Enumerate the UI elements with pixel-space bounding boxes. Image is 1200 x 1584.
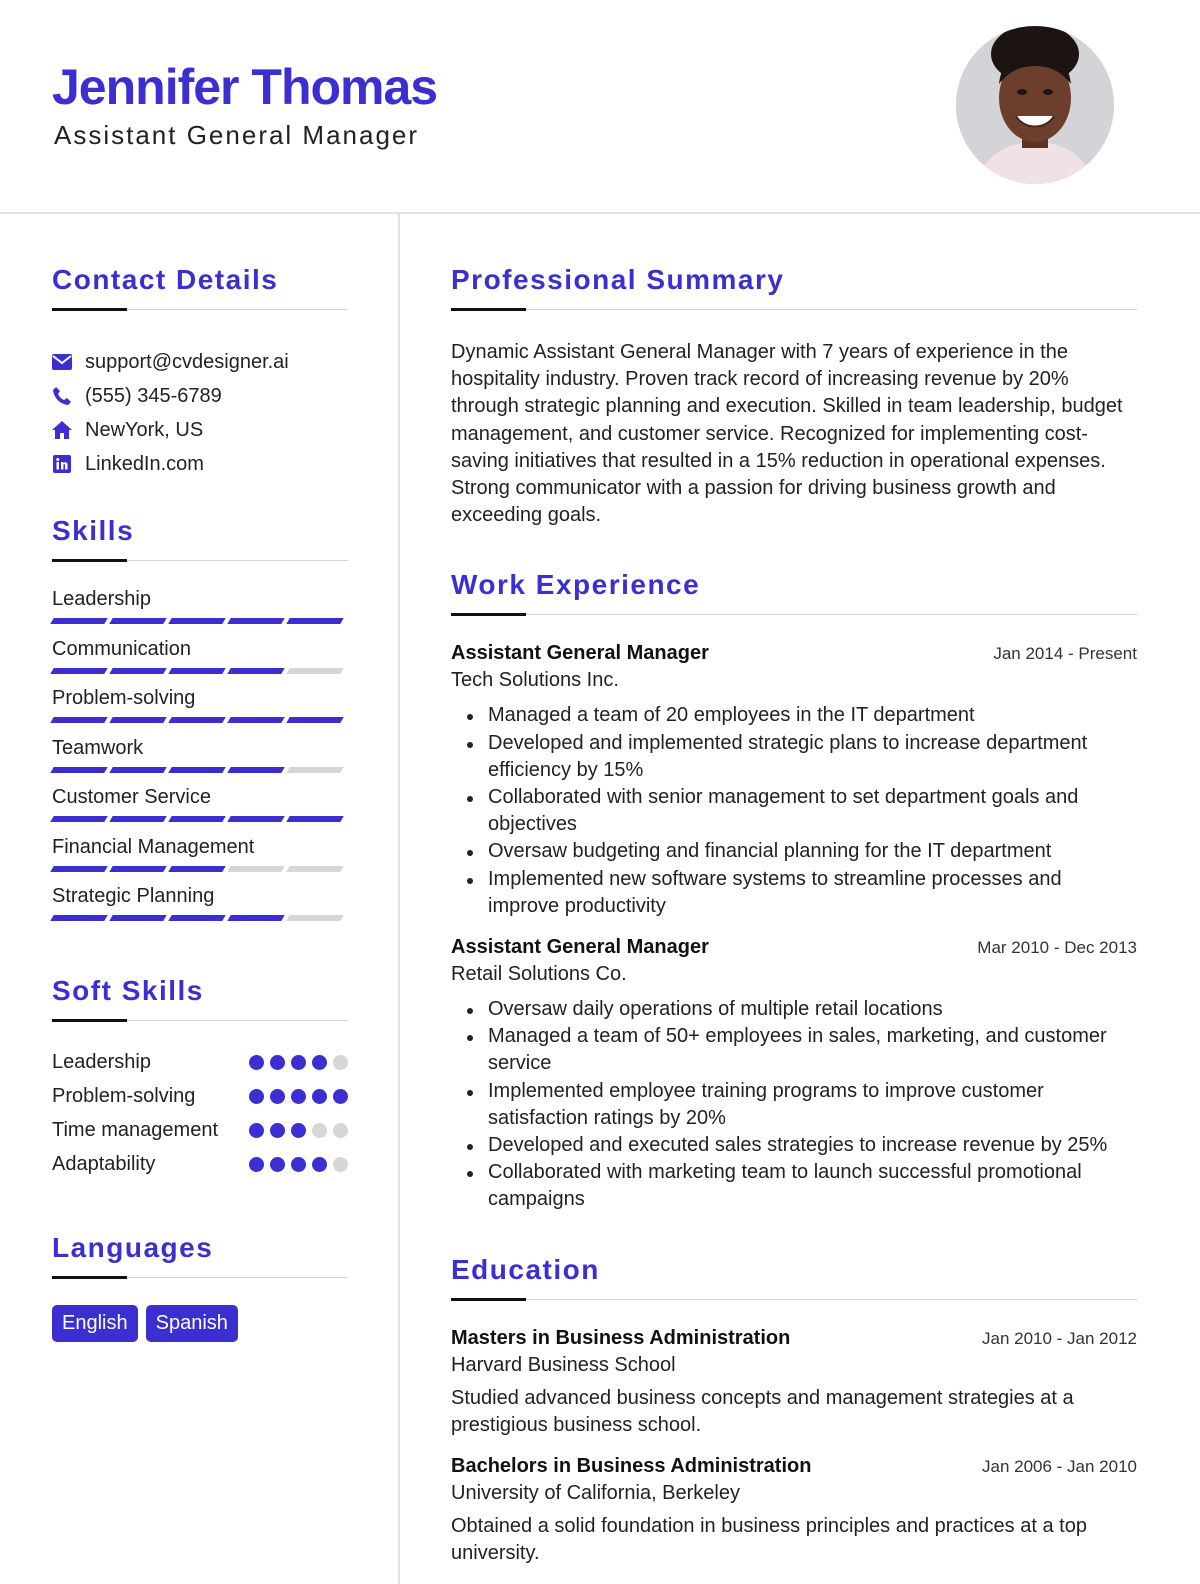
section-rule [451, 613, 1137, 616]
skills-list [52, 584, 348, 931]
profile-photo-illustration [956, 26, 1114, 184]
skill-level-segment [50, 717, 107, 723]
soft-skill-level-dot [312, 1157, 327, 1172]
skill-item [52, 733, 348, 783]
candidate-role: Assistant General Manager [54, 120, 420, 150]
skill-item [52, 584, 348, 634]
skill-level-segment [50, 618, 107, 624]
skill-level-segment [227, 915, 284, 921]
skill-level-bars [52, 668, 348, 674]
skill-level-segment [227, 866, 284, 872]
summary-section [451, 264, 1137, 529]
contact-location [52, 413, 348, 447]
job-title: Assistant General Manager [451, 936, 709, 959]
skill-level-segment [227, 618, 284, 624]
skill-level-segment [286, 866, 343, 872]
section-title-work: Work Experience [451, 569, 701, 601]
skill-item [52, 881, 348, 931]
skill-level-bars [52, 717, 348, 723]
soft-skill-level-dot [270, 1089, 285, 1104]
skill-name: Leadership [52, 588, 151, 610]
job-date: Jan 2014 - Present [993, 644, 1137, 664]
contact-phone-text: (555) 345-6789 [85, 384, 222, 407]
soft-skill-level-dot [291, 1157, 306, 1172]
skill-level-segment [109, 816, 166, 822]
skill-level-segment [50, 668, 107, 674]
language-badge: Spanish [146, 1305, 238, 1342]
section-title-languages: Languages [52, 1231, 214, 1263]
skill-name: Teamwork [52, 736, 144, 759]
soft-skill-level-dot [249, 1123, 264, 1138]
contact-phone[interactable] [52, 379, 348, 413]
skill-level-segment [50, 816, 107, 822]
section-title-contact: Contact Details [52, 264, 279, 295]
section-title-soft-skills: Soft Skills [52, 974, 204, 1006]
skill-level-segment [50, 767, 107, 773]
job-bullet: Managed a team of 50+ employees in sales, marketing, and customer service [451, 1023, 1137, 1077]
job-bullet: Developed and executed sales strategies to increase revenue by 25% [451, 1132, 1137, 1159]
education-school: University of California, Berkeley [451, 1482, 740, 1505]
left-column [52, 214, 348, 1342]
soft-skill-level-dot [291, 1089, 306, 1104]
resume-header [0, 0, 1200, 214]
soft-skill-item [52, 1116, 348, 1144]
soft-skill-level-dots [249, 1116, 348, 1144]
skill-level-segment [109, 668, 166, 674]
skill-level-segment [286, 717, 343, 723]
right-column [451, 214, 1137, 1567]
soft-skill-level-dot [333, 1055, 348, 1070]
skill-level-segment [227, 668, 284, 674]
skill-level-segment [168, 866, 225, 872]
section-title-skills: Skills [52, 515, 135, 546]
section-title-education: Education [451, 1253, 600, 1285]
skill-name: Financial Management [52, 835, 255, 858]
soft-skill-name: Time management [52, 1118, 218, 1141]
candidate-name: Jennifer Thomas [52, 59, 438, 115]
education-entry [451, 1455, 1137, 1567]
skill-level-segment [168, 767, 225, 773]
soft-skill-item [52, 1082, 348, 1110]
envelope-icon [52, 352, 72, 372]
work-section [451, 569, 1137, 1213]
skill-level-segment [168, 618, 225, 624]
soft-skill-level-dot [249, 1089, 264, 1104]
skill-level-segment [286, 767, 343, 773]
job-bullet: Collaborated with senior management to set department goals and objectives [451, 784, 1137, 838]
summary-text: Dynamic Assistant General Manager with 7 years of experience in the hospitality industry. Proven track record of increasing revenue by 20% through strategic planning and execution. Skilled in team leadership, budget management, and customer service. Recognized for implementing cost-saving initiatives that resulted in a 15% reduction in operational expenses. Strong communicator with a passion for driving business growth and exceeding goals. [451, 341, 1123, 527]
contact-list [52, 345, 348, 481]
education-degree: Masters in Business Administration [451, 1326, 791, 1349]
job-title: Assistant General Manager [451, 642, 709, 665]
section-rule [52, 1019, 348, 1022]
skill-item [52, 782, 348, 832]
language-list [52, 1305, 348, 1342]
job-bullets [451, 702, 1137, 920]
contact-linkedin[interactable] [52, 447, 348, 481]
skill-item [52, 683, 348, 733]
education-date: Jan 2006 - Jan 2010 [981, 1457, 1137, 1477]
contact-section [52, 264, 348, 481]
skill-name: Customer Service [52, 786, 211, 808]
contact-email-text: support@cvdesigner.ai [85, 350, 289, 373]
job-bullet: Developed and implemented strategic plans to increase department efficiency by 15% [451, 730, 1137, 784]
skill-level-segment [286, 618, 343, 624]
section-rule [451, 1298, 1137, 1301]
skill-level-segment [109, 618, 166, 624]
soft-skill-name: Adaptability [52, 1152, 156, 1175]
job-bullet: Oversaw budgeting and financial planning for the IT department [451, 838, 1137, 865]
soft-skill-item [52, 1048, 348, 1076]
skill-level-segment [168, 717, 225, 723]
soft-skill-level-dots [249, 1150, 348, 1178]
skill-level-segment [286, 668, 343, 674]
skill-level-segment [227, 767, 284, 773]
skills-section [52, 515, 348, 931]
skill-level-bars [52, 866, 348, 872]
skill-level-segment [50, 915, 107, 921]
soft-skill-level-dot [312, 1123, 327, 1138]
soft-skills-list [52, 1048, 348, 1178]
skill-level-bars [52, 767, 348, 773]
job-company: Tech Solutions Inc. [451, 669, 619, 692]
phone-icon [52, 386, 72, 406]
contact-linkedin-text: LinkedIn.com [85, 452, 204, 475]
education-degree: Bachelors in Business Administration [451, 1455, 812, 1478]
skill-level-segment [286, 915, 343, 921]
education-section [451, 1254, 1137, 1568]
skill-item [52, 634, 348, 684]
skill-level-segment [109, 915, 166, 921]
soft-skill-name: Leadership [52, 1050, 151, 1073]
education-description: Studied advanced business concepts and management strategies at a prestigious business school. [451, 1386, 1074, 1436]
column-divider [398, 214, 400, 1584]
skill-level-segment [109, 717, 166, 723]
skill-level-segment [227, 717, 284, 723]
skill-name: Problem-solving [52, 687, 196, 709]
soft-skill-level-dot [312, 1089, 327, 1104]
skill-level-segment [286, 816, 343, 822]
soft-skill-level-dot [291, 1055, 306, 1070]
soft-skill-level-dot [333, 1123, 348, 1138]
soft-skill-item [52, 1150, 348, 1178]
skill-level-segment [50, 866, 107, 872]
skill-level-segment [109, 767, 166, 773]
skill-level-segment [168, 915, 225, 921]
soft-skill-level-dot [249, 1055, 264, 1070]
job-date: Mar 2010 - Dec 2013 [977, 938, 1137, 958]
soft-skill-level-dot [333, 1089, 348, 1104]
skill-level-segment [227, 816, 284, 822]
skill-level-segment [109, 866, 166, 872]
contact-location-text: NewYork, US [85, 418, 204, 441]
section-rule [52, 559, 348, 562]
languages-section [52, 1232, 348, 1342]
home-icon [52, 420, 72, 440]
section-title-summary: Professional Summary [451, 264, 785, 295]
soft-skill-level-dot [249, 1157, 264, 1172]
soft-skill-level-dot [291, 1123, 306, 1138]
contact-email[interactable] [52, 345, 348, 379]
job-bullet: Implemented employee training programs to improve customer satisfaction ratings by 20% [451, 1078, 1137, 1132]
education-date: Jan 2010 - Jan 2012 [981, 1328, 1137, 1348]
skill-name: Strategic Planning [52, 885, 215, 907]
job-bullet: Oversaw daily operations of multiple retail locations [451, 996, 1137, 1023]
section-rule [52, 1276, 348, 1279]
job-entry [451, 936, 1137, 1214]
skill-level-bars [52, 915, 348, 921]
linkedin-icon [52, 454, 72, 474]
job-entry [451, 642, 1137, 920]
skill-level-bars [52, 816, 348, 822]
skill-item [52, 832, 348, 882]
section-rule [52, 308, 348, 311]
skill-level-segment [168, 668, 225, 674]
soft-skill-level-dot [270, 1157, 285, 1172]
education-entry [451, 1327, 1137, 1439]
language-badge: English [52, 1305, 138, 1342]
skill-level-segment [168, 816, 225, 822]
skill-name: Communication [52, 637, 191, 660]
job-bullets [451, 996, 1137, 1214]
soft-skill-level-dot [312, 1055, 327, 1070]
job-bullet: Implemented new software systems to streamline processes and improve productivity [451, 866, 1137, 920]
soft-skill-level-dot [270, 1055, 285, 1070]
job-bullet: Managed a team of 20 employees in the IT department [451, 702, 1137, 729]
soft-skill-name: Problem-solving [52, 1084, 196, 1107]
soft-skill-level-dot [333, 1157, 348, 1172]
skill-level-bars [52, 618, 348, 624]
job-bullet: Collaborated with marketing team to launch successful promotional campaigns [451, 1159, 1137, 1213]
education-school: Harvard Business School [451, 1353, 676, 1376]
soft-skill-level-dot [270, 1123, 285, 1138]
job-company: Retail Solutions Co. [451, 963, 627, 986]
profile-photo [956, 26, 1114, 184]
soft-skill-level-dots [249, 1048, 348, 1076]
section-rule [451, 308, 1137, 311]
education-description: Obtained a solid foundation in business principles and practices at a top university. [451, 1515, 1087, 1565]
soft-skill-level-dots [249, 1082, 348, 1110]
soft-skills-section [52, 975, 348, 1178]
